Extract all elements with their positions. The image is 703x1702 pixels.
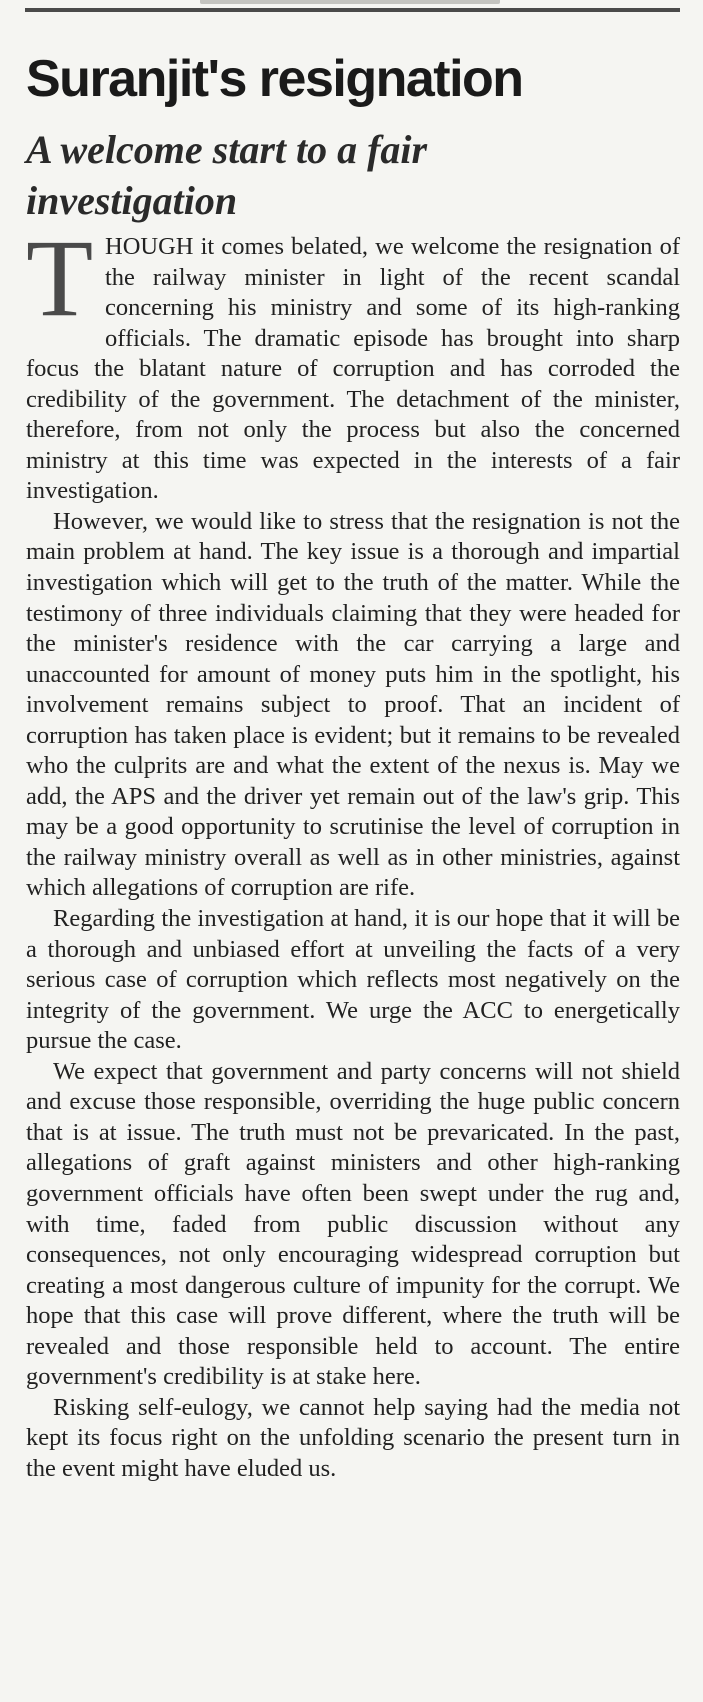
paragraph-5: Risking self-eulogy, we cannot help saying had the media not kept its focus right on the unfolding scenario the present turn in the event might have eluded us. [26, 1393, 680, 1482]
paragraph-4: We expect that government and party concerns will not shield and excuse those responsible, overriding the huge public concern that is at issue. The truth must not be prevaricated. In the past, allegations of graft against ministers and other high-ranking government officials have often been swept under the rug and, with time, faded from public discussion without any consequences, not only encouraging widespread corruption but creating a most dangerous culture of impunity for the corrupt. We hope that this case will prove different, where the truth will be revealed and those responsible held to account. The entire government's credibility is at stake here. [26, 1057, 680, 1391]
top-rule [25, 8, 680, 12]
paragraph-1-text: HOUGH it comes belated, we welcome the resignation of the railway minister in light of the recent scandal concerning his ministry and some of its high-ranking officials. The dramatic episode has brought into sharp focus the blatant nature of corruption and has corroded the credibility of the government. The detachment of the minister, therefore, from not only the process but also the concerned ministry at this time was expected in the interests of a fair investigation. [26, 233, 680, 505]
subheadline: A welcome start to a fair investigation [26, 127, 428, 223]
paragraph-1 [26, 217, 680, 507]
paragraph-2: However, we would like to stress that the resignation is not the main problem at hand. The key issue is a thorough and impartial investigation which will get to the truth of the matter. While the testimony of three individuals claiming that they were headed for the minister's residence with the car carrying a large and unaccounted for amount of money puts him in the spotlight, his involvement remains subject to proof. That an incident of corruption has taken place is evident; but it remains to be revealed who the culprits are and what the extent of the nexus is. May we add, the APS and the driver yet remain out of the law's grip. This may be a good opportunity to scrutinise the level of corruption in the railway ministry overall as well as in other ministries, against which allegations of corruption are rife. [26, 507, 680, 902]
drop-cap: T [26, 217, 94, 339]
article-body [26, 217, 680, 1484]
paragraph-3: Regarding the investigation at hand, it is our hope that it will be a thorough and unbiased effort at unveiling the facts of a very serious case of corruption which reflects most negatively on the integrity of the government. We urge the ACC to energetically pursue the case. [26, 905, 680, 1055]
headline: Suranjit's resignation [26, 50, 523, 108]
cropped-header-strip [200, 0, 500, 4]
